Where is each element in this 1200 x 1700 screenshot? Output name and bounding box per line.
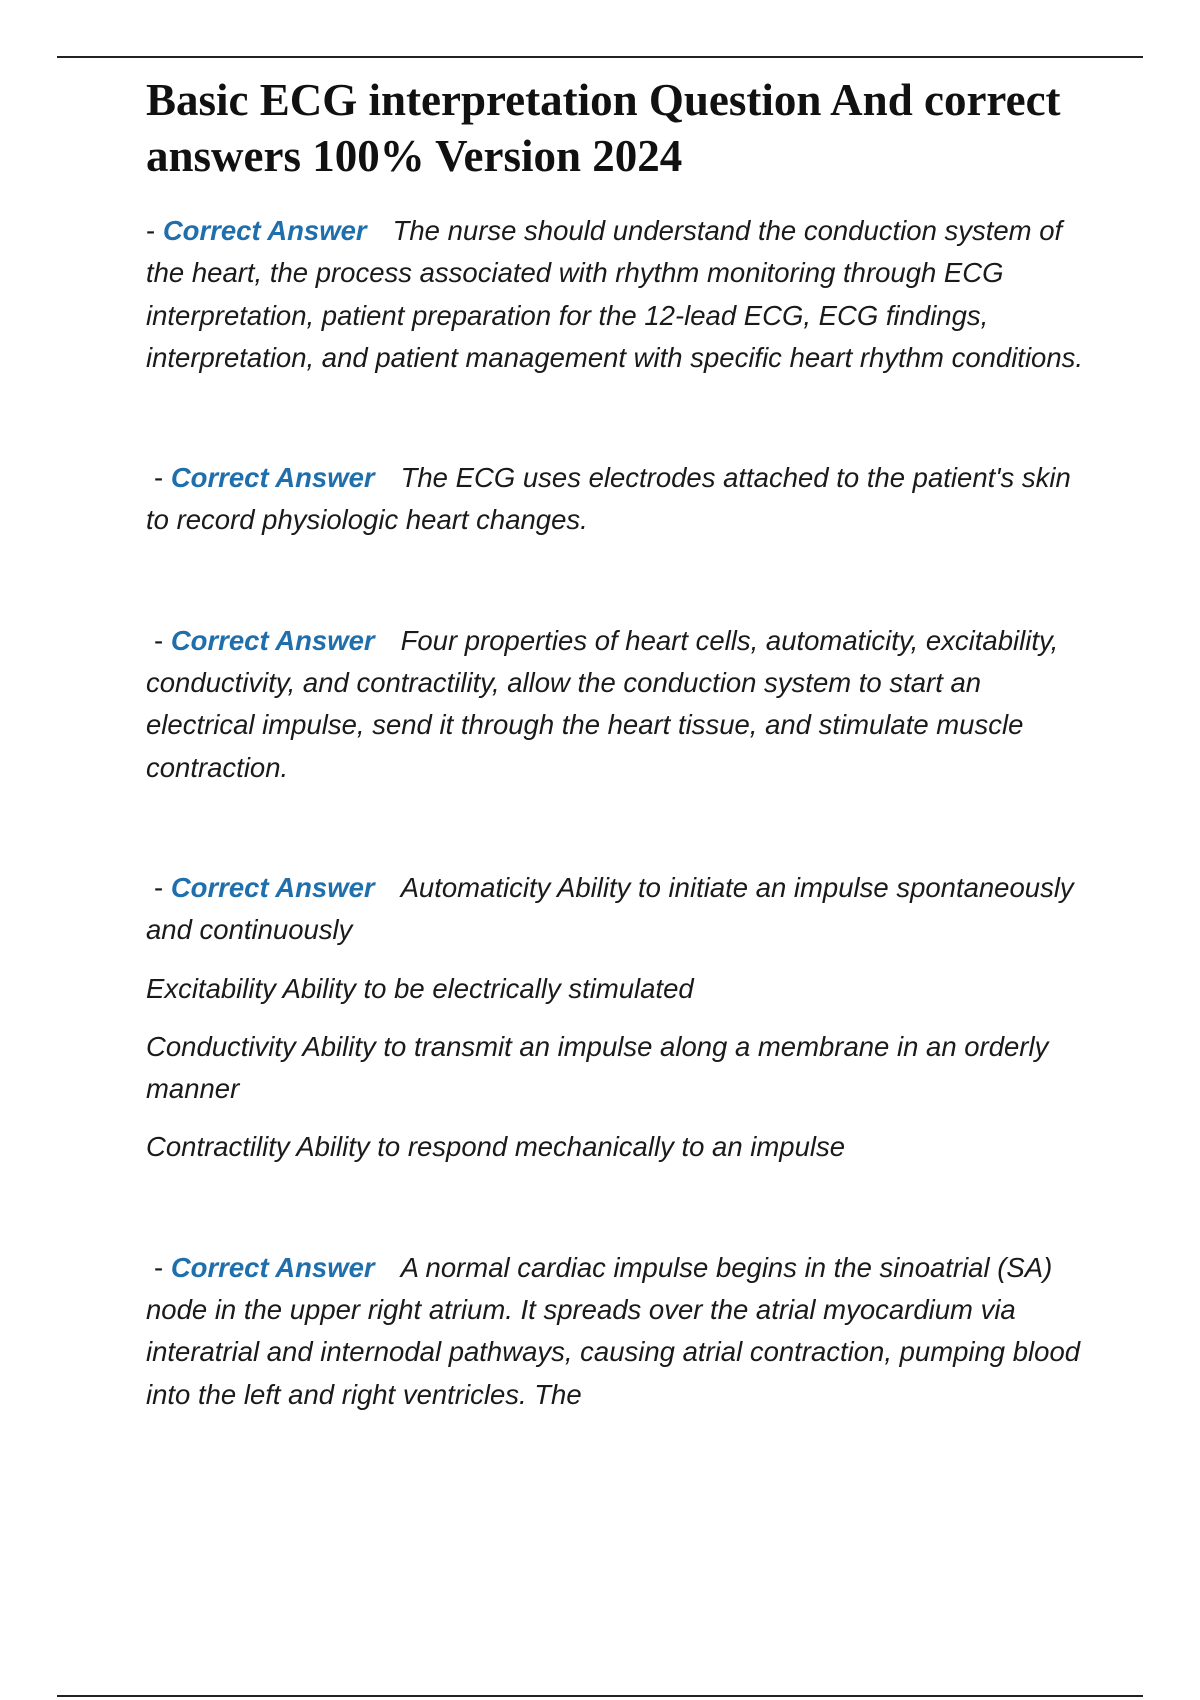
answer-dash: - [146,215,156,246]
answer-text: The nurse should understand the conduction system of the heart, the process associated with rhythm monitoring through ECG interpretation, patient preparation for the 12-lead ECG, ECG findings, interpretation, and patient management with specific heart rhythm conditions. [146,215,1084,373]
top-rule [57,56,1143,58]
qa-entry [146,1247,1086,1416]
document-body [146,210,1086,1416]
answer-text: A normal cardiac impulse begins in the sinoatrial (SA) node in the upper right atrium. It spreads over the atrial myocardium via interatrial and internodal pathways, causing atrial contraction, pumping blood into the left and right ventricles. The [146,1251,1081,1410]
correct-answer-label: Correct Answer [170,462,375,494]
qa-entry [146,867,1086,1169]
answer-paragraph-excitability: Excitability Ability to be electrically stimulated [146,972,694,1004]
correct-answer-label: Correct Answer [170,1251,375,1283]
qa-entry [146,620,1086,789]
document-title: Basic ECG interpretation Question And correct answers 100% Version 2024 [146,75,1061,181]
correct-answer-label: Correct Answer [170,624,375,656]
answer-dash: - [154,871,164,903]
correct-answer-label: Correct Answer [170,871,375,903]
answer-paragraph [146,457,1086,542]
answer-paragraph [146,867,1086,952]
bottom-rule [57,1695,1143,1697]
qa-entry [146,210,1086,379]
correct-answer-label: Correct Answer [162,215,367,246]
answer-text: Automaticity Ability to initiate an impulse spontaneously and continuously [146,871,1074,946]
answer-paragraph [146,620,1086,789]
answer-paragraph [146,1247,1086,1416]
answer-dash: - [154,462,164,494]
answer-dash: - [154,624,164,656]
answer-paragraph [146,210,1086,379]
answer-paragraph-contractility: Contractility Ability to respond mechanically to an impulse [146,1131,846,1163]
answer-text: The ECG uses electrodes attached to the patient's skin to record physiologic heart changes. [146,462,1071,536]
answer-dash: - [154,1251,164,1283]
answer-text: Four properties of heart cells, automaticity, excitability, conductivity, and contractility, allow the conduction system to start an electrical impulse, send it through the heart tissue, and stimulate muscle contraction. [146,624,1059,783]
answer-paragraph-conductivity: Conductivity Ability to transmit an impulse along a membrane in an orderly manner [146,1030,1049,1105]
qa-entry [146,457,1086,542]
